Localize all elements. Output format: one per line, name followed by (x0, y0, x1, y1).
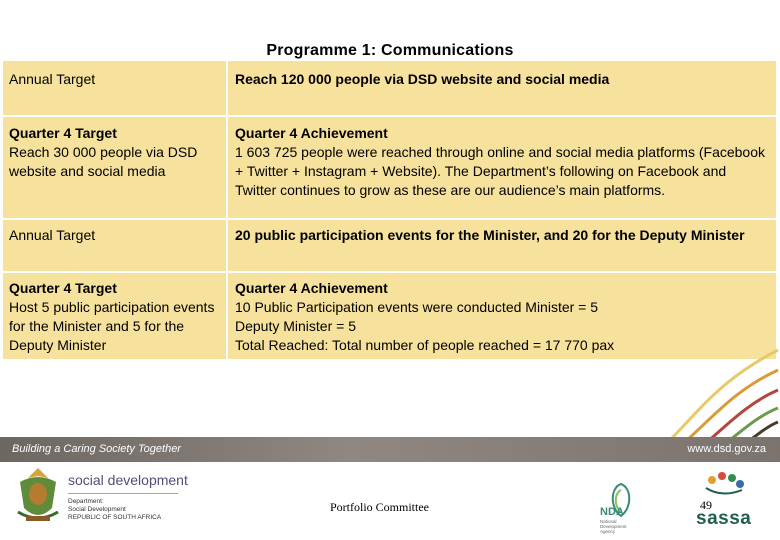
table-row (3, 117, 778, 220)
annual-target-value-cell (228, 220, 778, 273)
quarter-target-cell (3, 273, 228, 361)
nda-label: NDA (600, 506, 624, 518)
decorative-swirl-icon (660, 340, 780, 445)
quarter-target-cell (3, 117, 228, 220)
table-row (3, 61, 778, 117)
annual-target-value-cell (228, 61, 778, 117)
cell-heading: 20 public participation events for the Minister, and 20 for the Deputy Minister (235, 227, 745, 243)
table-row (3, 220, 778, 273)
nda-subtitle-line: National (600, 519, 617, 524)
nda-subtitle-line: Agency (600, 529, 616, 534)
nda-subtitle (600, 519, 627, 534)
cell-heading: Quarter 4 Target (9, 280, 117, 296)
cell-heading: Quarter 4 Achievement (235, 125, 388, 141)
sassa-logo-icon (692, 470, 756, 500)
cell-body-line: Deputy Minister = 5 (235, 318, 356, 334)
cell-body: 1 603 725 people were reached through online and social media platforms (Facebook + Twitter + Instagram + Website). The Department’s following on Facebook and Twitter continues to grow as these are our audience’s main platforms. (235, 144, 766, 198)
social-development-rule (68, 493, 178, 494)
annual-target-label-cell (3, 61, 228, 117)
cell-heading: Annual Target (9, 71, 96, 87)
department-line: Social Development (68, 506, 126, 513)
footer-slogan: Building a Caring Society Together (12, 443, 181, 455)
nda-subtitle-line: Development (600, 524, 627, 529)
targets-table (3, 61, 778, 361)
department-text (68, 498, 161, 522)
sassa-label: sassa (696, 508, 752, 529)
social-development-title: social development (68, 472, 188, 488)
department-line: REPUBLIC OF SOUTH AFRICA (68, 514, 162, 521)
footer-logos (0, 462, 780, 540)
cell-heading: Reach 120 000 people via DSD website and social media (235, 71, 610, 87)
cell-heading: Quarter 4 Achievement (235, 280, 388, 296)
annual-target-label-cell (3, 220, 228, 273)
cell-body-line: Total Reached: Total number of people reached = 17 770 pax (235, 337, 615, 353)
cell-heading: Annual Target (9, 227, 96, 243)
footer-website[interactable]: www.dsd.gov.za (687, 443, 766, 455)
cell-body: Reach 30 000 people via DSD website and social media (9, 144, 198, 179)
department-line: Department: (68, 498, 104, 505)
footer-band (0, 437, 780, 462)
cell-heading: Quarter 4 Target (9, 125, 117, 141)
portfolio-committee-label: Portfolio Committee (330, 500, 429, 514)
page-number: 49 (700, 498, 712, 512)
coat-of-arms-icon (12, 464, 64, 526)
slide-title: Programme 1: Communications (266, 42, 514, 59)
quarter-achievement-cell (228, 117, 778, 220)
cell-body-line: 10 Public Participation events were conducted Minister = 5 (235, 299, 599, 315)
cell-body: Host 5 public participation events for the Minister and 5 for the Deputy Minister (9, 299, 215, 353)
